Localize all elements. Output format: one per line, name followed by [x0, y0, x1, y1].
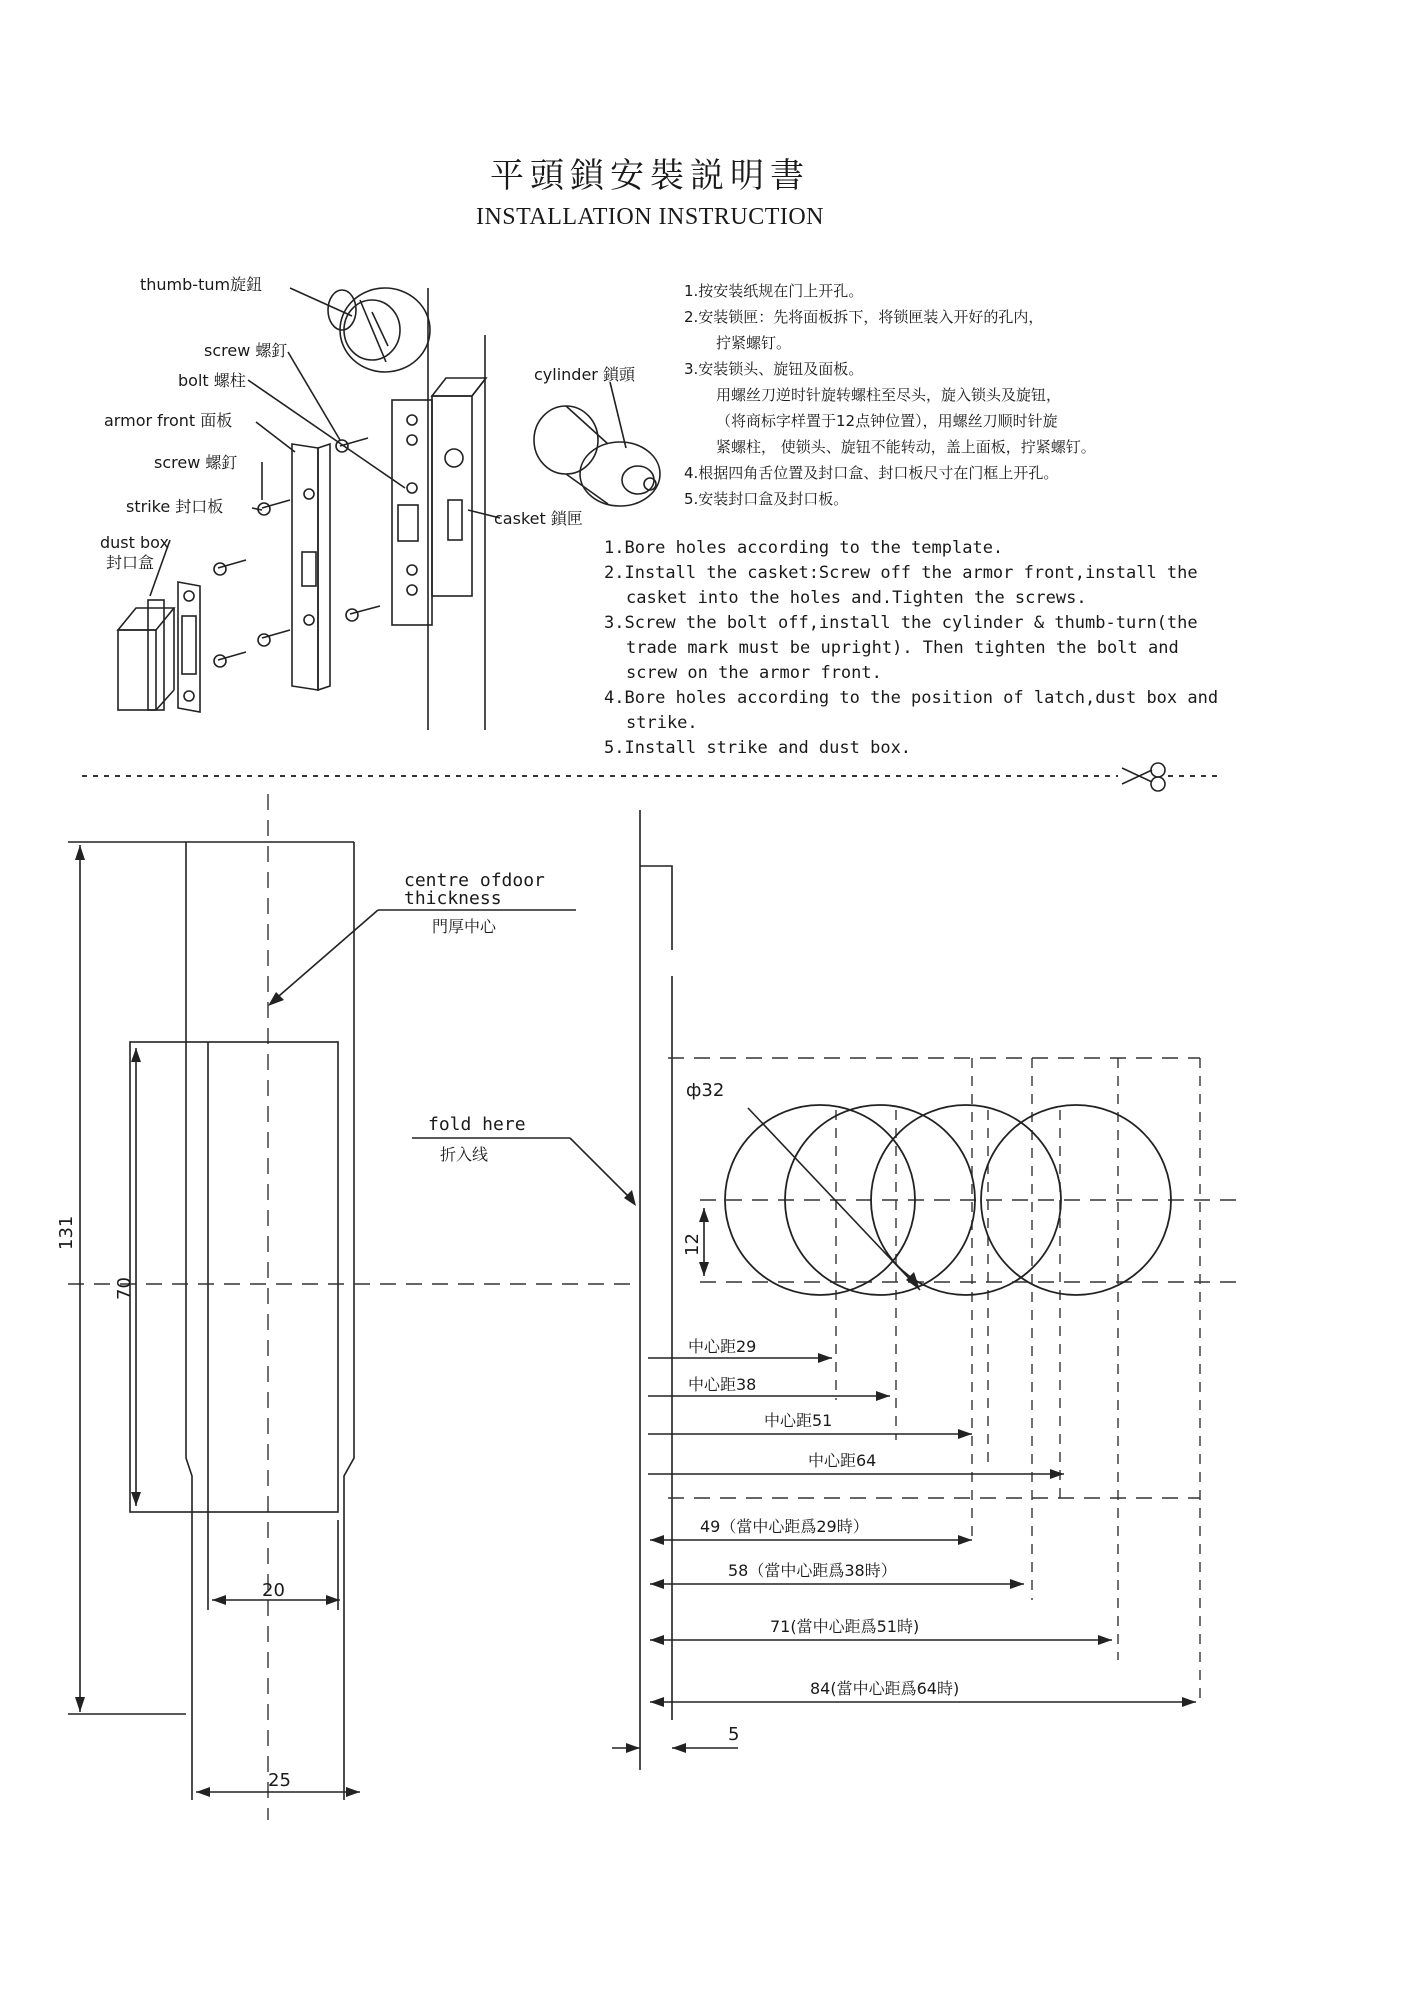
dim-25: 25 — [268, 1770, 291, 1791]
dim-5: 5 — [728, 1724, 740, 1745]
step-zh: 5.安装封口盒及封口板。 — [684, 490, 849, 508]
label-armor-front: armor front 面板 — [104, 411, 233, 430]
casket-icon — [392, 378, 486, 625]
label-screw: screw 螺釘 — [204, 341, 288, 360]
label-thumb-turn: thumb-tum旋鈕 — [140, 275, 263, 294]
label-fold-here-zh: 折入线 — [440, 1145, 489, 1164]
step-en: casket into the holes and.Tighten the screws. — [626, 588, 1087, 608]
scissors-icon — [1122, 763, 1165, 791]
label-d84: 84(當中心距爲64時) — [810, 1679, 960, 1698]
page-title-zh: 平頭鎖安裝説明書 — [490, 156, 810, 196]
step-en: screw on the armor front. — [626, 663, 882, 683]
step-zh: 3.安装锁头、旋钮及面板。 — [684, 360, 864, 378]
step-zh: （将商标字样置于12点钟位置），用螺丝刀顺时针旋 — [716, 412, 1058, 430]
step-zh: 拧紧螺钉。 — [716, 334, 792, 352]
label-dust-box-zh: 封口盒 — [106, 553, 155, 572]
dim-12: 12 — [682, 1233, 703, 1256]
label-c64: 中心距64 — [808, 1451, 877, 1470]
label-fold-here: fold here — [428, 1114, 526, 1135]
label-c51: 中心距51 — [764, 1411, 833, 1430]
strike-icon — [178, 582, 200, 712]
label-centre-door: centre ofdoor — [404, 870, 545, 891]
door-face-template — [612, 810, 1240, 1770]
label-screw-2: screw 螺釘 — [154, 453, 238, 472]
label-casket: casket 鎖匣 — [494, 509, 583, 528]
label-d49: 49（當中心距爲29時） — [700, 1517, 869, 1536]
step-en: 3.Screw the bolt off,install the cylinder & thumb-turn(the — [604, 613, 1198, 633]
exploded-lock-diagram — [100, 275, 660, 730]
step-en: trade mark must be upright). Then tighten the bolt and — [626, 638, 1179, 658]
label-c29: 中心距29 — [688, 1337, 757, 1356]
door-edge-template — [56, 794, 640, 1820]
step-zh: 4.根据四角舌位置及封口盒、封口板尺寸在门框上开孔。 — [684, 464, 1059, 482]
label-thickness: thickness — [404, 888, 502, 909]
dust-box-icon — [118, 600, 174, 710]
step-en: 5.Install strike and dust box. — [604, 738, 912, 758]
step-zh: 2.安装锁匣：先将面板拆下，将锁匣装入开好的孔内， — [684, 308, 1044, 326]
screw-icon — [214, 438, 380, 667]
dim-131: 131 — [56, 1215, 77, 1250]
label-dust-box: dust box — [100, 533, 169, 552]
label-cylinder: cylinder 鎖頭 — [534, 365, 635, 384]
step-en: strike. — [626, 713, 698, 733]
step-en: 4.Bore holes according to the position of latch,dust box and — [604, 688, 1219, 708]
label-c38: 中心距38 — [688, 1375, 757, 1394]
label-bolt: bolt 螺柱 — [178, 371, 246, 390]
label-centre-door-zh: 門厚中心 — [432, 917, 497, 936]
cylinder-icon — [534, 406, 660, 506]
armor-front-icon — [292, 444, 330, 690]
label-d58: 58（當中心距爲38時） — [728, 1561, 897, 1580]
dim-20: 20 — [262, 1580, 285, 1601]
dim-70: 70 — [114, 1277, 135, 1300]
step-zh: 用螺丝刀逆时针旋转螺柱至尽头，旋入锁头及旋钮， — [716, 386, 1062, 404]
thumb-turn-icon — [328, 288, 430, 372]
step-zh: 紧螺柱， 使锁头、旋钮不能转动，盖上面板，拧紧螺钉。 — [716, 438, 1096, 456]
label-strike: strike 封口板 — [126, 497, 224, 516]
step-en: 2.Install the casket:Screw off the armor front,install the — [604, 563, 1198, 583]
step-zh: 1.按安装纸规在门上开孔。 — [684, 282, 864, 300]
dim-phi-32: ф32 — [686, 1080, 725, 1101]
label-d71: 71(當中心距爲51時) — [770, 1617, 920, 1636]
page-title-en: INSTALLATION INSTRUCTION — [475, 204, 825, 230]
step-en: 1.Bore holes according to the template. — [604, 538, 1004, 558]
